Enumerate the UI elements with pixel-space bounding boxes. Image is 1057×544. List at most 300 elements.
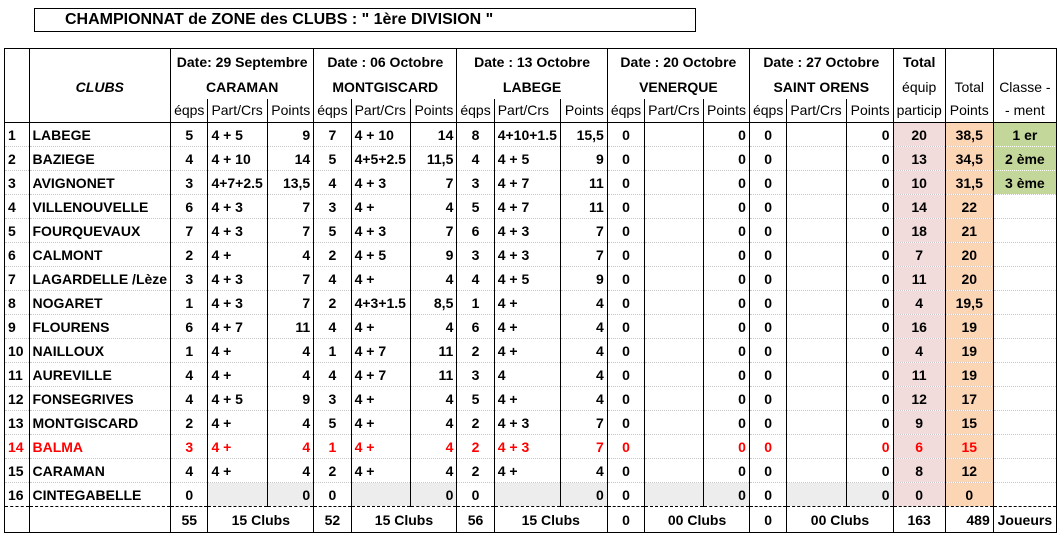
club-name: FLOURENS <box>29 315 171 339</box>
participation: 4 + 3 <box>494 411 561 435</box>
points: 9 <box>410 243 456 267</box>
total-points: 0 <box>945 483 993 507</box>
participation <box>645 123 703 147</box>
participation <box>787 243 847 267</box>
participation: 4 + <box>208 243 267 267</box>
participation: 4 + <box>208 435 267 459</box>
participation: 4 + <box>351 315 410 339</box>
table-row <box>5 147 1057 171</box>
eqps-label: éqps <box>457 99 494 123</box>
equipes-count: 1 <box>171 291 208 315</box>
participation: 4 + 5 <box>208 123 267 147</box>
equipes-count: 8 <box>457 123 494 147</box>
equipes-count: 0 <box>607 267 644 291</box>
row-number: 14 <box>5 435 30 459</box>
equipes-count: 2 <box>314 459 351 483</box>
participation: 4 + <box>494 387 561 411</box>
rank <box>993 219 1056 243</box>
equipes-count: 0 <box>607 147 644 171</box>
points: 9 <box>267 123 313 147</box>
equipes-count: 4 <box>314 363 351 387</box>
equipes-count: 0 <box>749 219 786 243</box>
participation <box>787 339 847 363</box>
total-points: 15 <box>945 435 993 459</box>
total-equip: 14 <box>893 195 945 219</box>
equipes-count: 0 <box>749 315 786 339</box>
equipes-count: 5 <box>457 387 494 411</box>
footer-clubs: 00 Clubs <box>645 507 750 533</box>
points: 0 <box>703 411 749 435</box>
equipes-count: 4 <box>171 147 208 171</box>
participation: 4 + <box>208 459 267 483</box>
participation <box>787 267 847 291</box>
club-name: VILLENOUVELLE <box>29 195 171 219</box>
club-name: LAGARDELLE /Lèze <box>29 267 171 291</box>
club-name: BALMA <box>29 435 171 459</box>
total-equip: 9 <box>893 411 945 435</box>
participation: 4+10+1.5 <box>494 123 561 147</box>
equipes-count: 0 <box>607 243 644 267</box>
row-number: 10 <box>5 339 30 363</box>
equipes-count: 3 <box>314 387 351 411</box>
total-points: 22 <box>945 195 993 219</box>
row-number: 5 <box>5 219 30 243</box>
participation <box>645 387 703 411</box>
equipes-count: 0 <box>607 315 644 339</box>
points: 0 <box>847 411 893 435</box>
table-row <box>5 243 1057 267</box>
participation: 4 + 10 <box>208 147 267 171</box>
club-name: NAILLOUX <box>29 339 171 363</box>
participation: 4 + 5 <box>494 267 561 291</box>
rank <box>993 459 1056 483</box>
club-name: BAZIEGE <box>29 147 171 171</box>
total-equip: 12 <box>893 387 945 411</box>
points: 0 <box>703 339 749 363</box>
points-label: Points <box>847 99 893 123</box>
total-label: Total <box>893 49 945 75</box>
participation <box>645 411 703 435</box>
club-name: CINTEGABELLE <box>29 483 171 507</box>
points: 0 <box>703 435 749 459</box>
equipes-count: 4 <box>171 363 208 387</box>
equipes-count: 4 <box>171 459 208 483</box>
participation: 4 + <box>351 387 410 411</box>
participation: 4+3+1.5 <box>351 291 410 315</box>
table-row <box>5 459 1057 483</box>
equipes-count: 4 <box>457 147 494 171</box>
table-row <box>5 171 1057 195</box>
points: 15,5 <box>561 123 607 147</box>
ment-label: - ment <box>993 99 1056 123</box>
participation <box>787 195 847 219</box>
equipes-count: 4 <box>314 171 351 195</box>
rank <box>993 483 1056 507</box>
footer-total-points: 489 <box>945 507 993 533</box>
footer-clubs: 15 Clubs <box>208 507 314 533</box>
points: 0 <box>703 363 749 387</box>
participation <box>645 243 703 267</box>
participation <box>645 339 703 363</box>
participation: 4 + 3 <box>351 171 410 195</box>
points: 0 <box>847 387 893 411</box>
equipes-count: 5 <box>314 219 351 243</box>
participation <box>645 219 703 243</box>
participation: 4 + 7 <box>351 363 410 387</box>
row-number: 15 <box>5 459 30 483</box>
equipes-count: 0 <box>607 387 644 411</box>
participation <box>645 267 703 291</box>
points: 7 <box>267 219 313 243</box>
total-points: 15 <box>945 411 993 435</box>
equipes-count: 4 <box>171 387 208 411</box>
points: 7 <box>410 171 456 195</box>
participation: 4 + 3 <box>351 219 410 243</box>
equipes-count: 0 <box>749 171 786 195</box>
equipes-count: 3 <box>171 171 208 195</box>
points-label: Points <box>410 99 456 123</box>
total-equip: 4 <box>893 291 945 315</box>
points: 7 <box>561 411 607 435</box>
equipes-count: 0 <box>749 459 786 483</box>
points: 4 <box>561 315 607 339</box>
points: 11 <box>410 339 456 363</box>
rank <box>993 363 1056 387</box>
equipes-count: 0 <box>749 123 786 147</box>
rank: 3 ème <box>993 171 1056 195</box>
row-number: 12 <box>5 387 30 411</box>
row-number: 6 <box>5 243 30 267</box>
points: 8,5 <box>410 291 456 315</box>
total-equip: 13 <box>893 147 945 171</box>
venue-3: LABEGE <box>457 75 607 99</box>
club-name: CALMONT <box>29 243 171 267</box>
points: 11 <box>267 315 313 339</box>
row-number: 2 <box>5 147 30 171</box>
equipes-count: 0 <box>607 483 644 507</box>
participation: 4 + 3 <box>208 267 267 291</box>
equipes-count: 2 <box>457 411 494 435</box>
points: 0 <box>410 483 456 507</box>
total-points: 19 <box>945 363 993 387</box>
table-row <box>5 315 1057 339</box>
points: 0 <box>703 315 749 339</box>
partcrs-label: Part/Crs <box>208 99 267 123</box>
points: 4 <box>410 195 456 219</box>
rank <box>993 243 1056 267</box>
date-4: Date : 20 Octobre <box>607 49 749 75</box>
participation <box>787 123 847 147</box>
total-equip: 16 <box>893 315 945 339</box>
partcrs-label: Part/Crs <box>645 99 703 123</box>
points: 0 <box>847 291 893 315</box>
participation <box>787 435 847 459</box>
date-1: Date: 29 Septembre <box>171 49 314 75</box>
equipes-count: 6 <box>171 315 208 339</box>
points: 0 <box>847 483 893 507</box>
participation <box>787 459 847 483</box>
participation: 4 + 10 <box>351 123 410 147</box>
row-number: 8 <box>5 291 30 315</box>
equipes-count: 2 <box>171 411 208 435</box>
rank: 1 er <box>993 123 1056 147</box>
points: 4 <box>561 291 607 315</box>
equipes-count: 5 <box>314 411 351 435</box>
equipes-count: 5 <box>171 123 208 147</box>
equipes-count: 3 <box>171 435 208 459</box>
equip-label: équip <box>893 75 945 99</box>
classe-label: Classe - <box>993 75 1056 99</box>
participation: 4+7+2.5 <box>208 171 267 195</box>
participation <box>787 483 847 507</box>
rank: 2 ème <box>993 147 1056 171</box>
points: 14 <box>410 123 456 147</box>
row-number: 7 <box>5 267 30 291</box>
club-name: NOGARET <box>29 291 171 315</box>
points: 0 <box>703 195 749 219</box>
particip-label: particip <box>893 99 945 123</box>
row-number: 3 <box>5 171 30 195</box>
points: 4 <box>267 411 313 435</box>
footer-equipes: 56 <box>457 507 494 533</box>
venue-5: SAINT ORENS <box>749 75 893 99</box>
total-equip: 0 <box>893 483 945 507</box>
venue-4: VENERQUE <box>607 75 749 99</box>
total-equip: 20 <box>893 123 945 147</box>
equipes-count: 0 <box>749 195 786 219</box>
participation: 4 + <box>494 459 561 483</box>
participation: 4 + <box>351 435 410 459</box>
points: 0 <box>703 387 749 411</box>
participation <box>645 483 703 507</box>
points: 7 <box>561 219 607 243</box>
rank <box>993 267 1056 291</box>
table-row <box>5 267 1057 291</box>
points: 11,5 <box>410 147 456 171</box>
equipes-count: 0 <box>607 171 644 195</box>
points: 7 <box>410 219 456 243</box>
equipes-count: 0 <box>749 291 786 315</box>
participation: 4 <box>494 363 561 387</box>
footer-clubs: 00 Clubs <box>787 507 893 533</box>
points: 14 <box>267 147 313 171</box>
points: 0 <box>847 363 893 387</box>
total-points: 19,5 <box>945 291 993 315</box>
points: 0 <box>847 219 893 243</box>
equipes-count: 2 <box>314 291 351 315</box>
row-number: 4 <box>5 195 30 219</box>
equipes-count: 0 <box>607 411 644 435</box>
points: 7 <box>267 267 313 291</box>
table-row <box>5 339 1057 363</box>
table-row <box>5 219 1057 243</box>
points: 0 <box>847 267 893 291</box>
equipes-count: 0 <box>749 243 786 267</box>
participation <box>787 171 847 195</box>
footer-clubs: 15 Clubs <box>494 507 607 533</box>
points: 4 <box>410 267 456 291</box>
total-equip: 11 <box>893 363 945 387</box>
equipes-count: 0 <box>607 123 644 147</box>
club-name: CARAMAN <box>29 459 171 483</box>
rank <box>993 315 1056 339</box>
participation: 4 + <box>351 459 410 483</box>
rank <box>993 339 1056 363</box>
participation <box>645 435 703 459</box>
points: 0 <box>703 219 749 243</box>
participation <box>645 459 703 483</box>
participation <box>787 219 847 243</box>
club-name: FOURQUEVAUX <box>29 219 171 243</box>
table-row <box>5 387 1057 411</box>
points: 9 <box>561 147 607 171</box>
points: 0 <box>847 339 893 363</box>
points: 13,5 <box>267 171 313 195</box>
row-number: 16 <box>5 483 30 507</box>
total-points: 34,5 <box>945 147 993 171</box>
equipes-count: 0 <box>749 339 786 363</box>
table-row <box>5 195 1057 219</box>
points: 0 <box>703 147 749 171</box>
rank <box>993 291 1056 315</box>
date-3: Date : 13 Octobre <box>457 49 607 75</box>
equipes-count: 5 <box>457 195 494 219</box>
participation <box>645 195 703 219</box>
total-equip: 4 <box>893 339 945 363</box>
participation <box>787 363 847 387</box>
header-row-venues <box>5 75 1057 99</box>
equipes-count: 3 <box>457 243 494 267</box>
equipes-count: 2 <box>171 243 208 267</box>
points-label: Points <box>267 99 313 123</box>
eqps-label: éqps <box>171 99 208 123</box>
points: 4 <box>561 339 607 363</box>
equipes-count: 6 <box>457 219 494 243</box>
points: 7 <box>561 435 607 459</box>
equipes-count: 0 <box>749 147 786 171</box>
points: 4 <box>410 435 456 459</box>
participation <box>787 315 847 339</box>
participation <box>494 483 561 507</box>
equipes-count: 1 <box>171 339 208 363</box>
points: 7 <box>267 291 313 315</box>
points: 4 <box>267 363 313 387</box>
footer-equipes: 52 <box>314 507 351 533</box>
participation <box>645 171 703 195</box>
points: 11 <box>561 171 607 195</box>
equipes-count: 0 <box>749 411 786 435</box>
points: 4 <box>561 363 607 387</box>
equipes-count: 4 <box>457 267 494 291</box>
equipes-count: 0 <box>749 267 786 291</box>
participation <box>351 483 410 507</box>
points: 4 <box>410 387 456 411</box>
table-row <box>5 435 1057 459</box>
points: 0 <box>703 459 749 483</box>
equipes-count: 0 <box>607 363 644 387</box>
points: 0 <box>847 243 893 267</box>
participation: 4 + 3 <box>494 219 561 243</box>
club-name: AUREVILLE <box>29 363 171 387</box>
venue-2: MONTGISCARD <box>314 75 457 99</box>
equipes-count: 0 <box>314 483 351 507</box>
total-points: 12 <box>945 459 993 483</box>
club-name: MONTGISCARD <box>29 411 171 435</box>
header-row-sub <box>5 99 1057 123</box>
rank <box>993 387 1056 411</box>
equipes-count: 0 <box>607 219 644 243</box>
standings-table <box>4 48 1057 533</box>
total-points: 20 <box>945 267 993 291</box>
points: 7 <box>561 243 607 267</box>
total2-label: Total <box>945 75 993 99</box>
equipes-count: 6 <box>171 195 208 219</box>
participation: 4 + 3 <box>208 219 267 243</box>
equipes-count: 3 <box>314 195 351 219</box>
points: 0 <box>267 483 313 507</box>
points: 0 <box>847 147 893 171</box>
participation: 4 + <box>494 291 561 315</box>
equipes-count: 4 <box>314 267 351 291</box>
equipes-count: 0 <box>457 483 494 507</box>
points: 11 <box>561 195 607 219</box>
participation <box>787 387 847 411</box>
points: 0 <box>847 459 893 483</box>
equipes-count: 1 <box>457 291 494 315</box>
footer-equipes: 0 <box>607 507 644 533</box>
sheet-title: CHAMPIONNAT de ZONE des CLUBS : " 1ère DIVISION " <box>34 8 696 32</box>
eqps-label: éqps <box>607 99 644 123</box>
total-points: 19 <box>945 339 993 363</box>
points: 0 <box>847 123 893 147</box>
eqps-label: éqps <box>314 99 351 123</box>
participation: 4 + 3 <box>494 435 561 459</box>
row-number: 9 <box>5 315 30 339</box>
participation: 4 + <box>351 411 410 435</box>
footer-joueurs: Joueurs <box>993 507 1056 533</box>
equipes-count: 3 <box>457 363 494 387</box>
points: 0 <box>847 435 893 459</box>
date-2: Date : 06 Octobre <box>314 49 457 75</box>
club-name: LABEGE <box>29 123 171 147</box>
equipes-count: 0 <box>749 483 786 507</box>
footer-blank <box>5 507 30 533</box>
points: 4 <box>561 387 607 411</box>
points-label: Points <box>703 99 749 123</box>
points: 4 <box>267 435 313 459</box>
participation: 4 + 5 <box>494 147 561 171</box>
total-points: 19 <box>945 315 993 339</box>
points: 4 <box>267 339 313 363</box>
participation <box>645 315 703 339</box>
partcrs-label: Part/Crs <box>494 99 561 123</box>
eqps-label: éqps <box>749 99 786 123</box>
participation: 4 + 3 <box>208 195 267 219</box>
points: 4 <box>561 459 607 483</box>
participation: 4 + <box>494 339 561 363</box>
points: 4 <box>267 243 313 267</box>
points: 0 <box>847 195 893 219</box>
participation: 4 + 7 <box>208 315 267 339</box>
partcrs-label: Part/Crs <box>787 99 847 123</box>
participation <box>787 147 847 171</box>
equipes-count: 2 <box>457 435 494 459</box>
participation: 4 + <box>494 315 561 339</box>
points: 7 <box>267 195 313 219</box>
participation: 4 + 5 <box>351 243 410 267</box>
table-row <box>5 123 1057 147</box>
equipes-count: 0 <box>607 435 644 459</box>
